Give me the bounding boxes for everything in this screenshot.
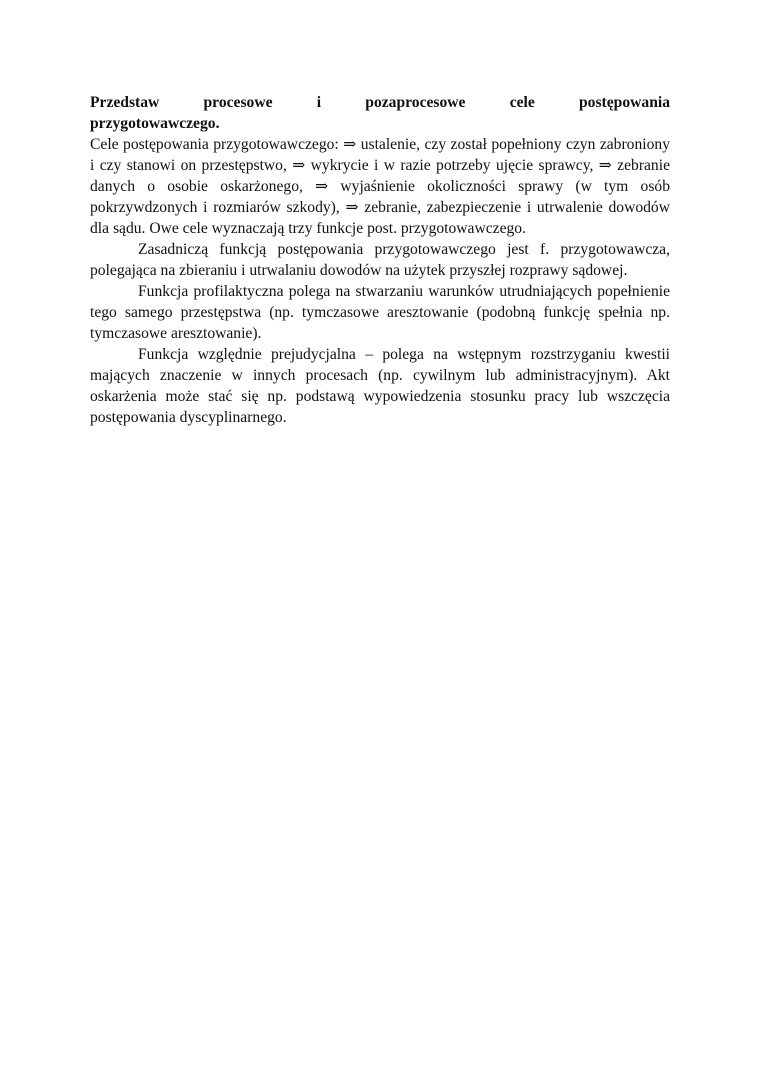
- paragraph-goals: Cele postępowania przygotowawczego: ⇒ ustalenie, czy został popełniony czyn zabroniony i czy stanowi on przestępstwo, ⇒ wykrycie i w razie potrzeby ujęcie sprawcy, ⇒ zebranie danych o osobie oskarżonego, ⇒ wyjaśnienie okoliczności sprawy (w tym osób pokrzywdzonych i rozmiarów szkody), ⇒ zebranie, zabezpieczenie i utrwalenie dowodów dla sądu. Owe cele wyznaczają trzy funkcje post. przygotowawczego.: [90, 136, 670, 237]
- paragraph-prejudicial-function: Funkcja względnie prejudycjalna – polega na wstępnym rozstrzyganiu kwestii mających znaczenie w innych procesach (np. cywilnym lub administracyjnym). Akt oskarżenia może stać się np. podstawą wypowiedzenia stosunku pracy lub wszczęcia postępowania dyscyplinarnego.: [90, 346, 670, 426]
- document-page: [90, 92, 670, 428]
- document-title-line-2: przygotowawczego.: [90, 115, 220, 132]
- paragraph-preparatory-function: Zasadniczą funkcją postępowania przygotowawczego jest f. przygotowawcza, polegająca na zbieraniu i utrwalaniu dowodów na użytek przyszłej rozprawy sądowej.: [90, 241, 670, 279]
- document-title-line-1: Przedstaw procesowe i pozaprocesowe cele postępowania: [90, 94, 670, 111]
- paragraph-preventive-function: Funkcja profilaktyczna polega na stwarzaniu warunków utrudniających popełnienie tego samego przestępstwa (np. tymczasowe aresztowanie (podobną funkcję spełnia np. tymczasowe aresztowanie).: [90, 283, 670, 342]
